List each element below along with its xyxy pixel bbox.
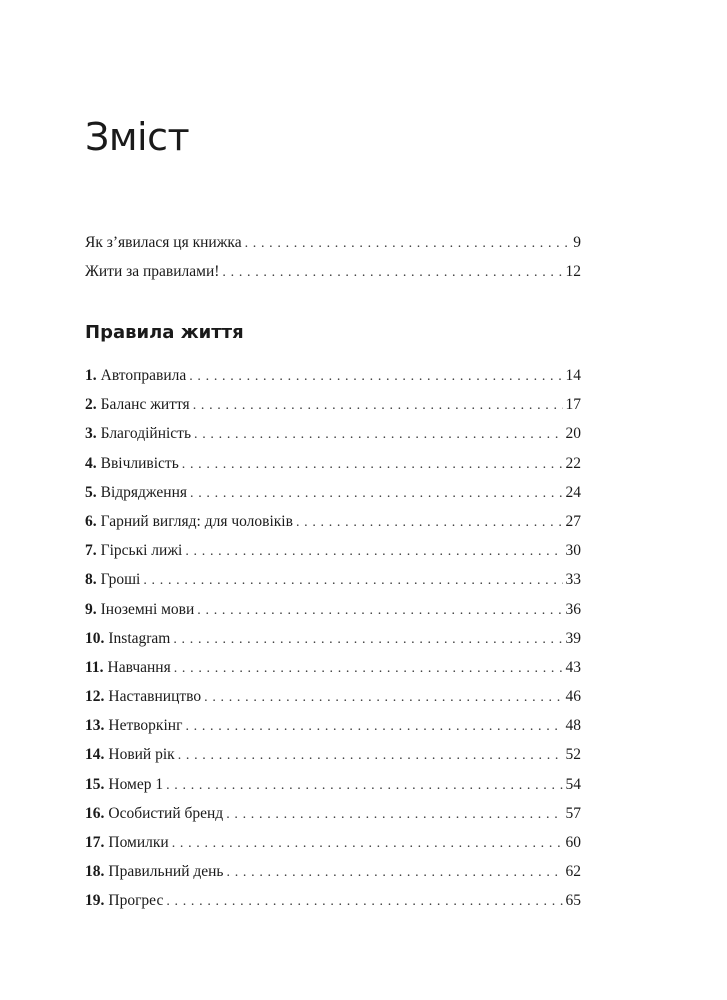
toc-entry-title: Як з’явилася ця книжка	[85, 234, 242, 251]
toc-entry[interactable]	[85, 361, 581, 390]
toc-entry-title: Номер 1	[108, 775, 164, 793]
toc-entry-number: 4.	[85, 454, 97, 472]
toc-entry-number: 15.	[85, 775, 105, 793]
dot-leader	[227, 858, 563, 887]
toc-entry-title: Прогрес	[108, 892, 164, 910]
dot-leader	[166, 887, 562, 916]
dot-leader	[185, 712, 562, 741]
toc-entry-page: 60	[565, 834, 581, 851]
toc-entry-page: 39	[565, 629, 581, 647]
toc-entry-number: 19.	[85, 892, 105, 910]
toc-entry-number: 6.	[85, 512, 97, 530]
toc-entry-title: Новий рік	[108, 746, 175, 764]
dot-leader	[182, 450, 563, 479]
toc-entry-number: 9.	[85, 600, 97, 618]
toc-entry[interactable]	[85, 740, 581, 769]
toc-entry-page: 17	[565, 396, 581, 414]
toc-entry[interactable]	[85, 507, 581, 536]
toc-entry-page: 9	[573, 234, 581, 251]
toc-entry[interactable]	[85, 419, 581, 448]
rules-list	[85, 361, 581, 916]
toc-entry-page: 20	[565, 425, 581, 443]
intro-list	[85, 228, 581, 286]
toc-entry-title: Гарний вигляд: для чоловіків	[100, 512, 293, 530]
toc-entry-number: 18.	[85, 863, 105, 881]
dot-leader	[189, 362, 562, 391]
toc-entry[interactable]	[85, 478, 581, 507]
dot-leader	[222, 258, 562, 287]
toc-entry-page: 22	[565, 454, 581, 472]
toc-entry[interactable]	[85, 257, 581, 286]
toc-entry-number: 2.	[85, 396, 97, 414]
toc-entry-title: Правильний день	[108, 863, 224, 881]
dot-leader	[204, 683, 562, 712]
toc-entry-page: 30	[565, 542, 581, 560]
toc-entry[interactable]	[85, 653, 581, 682]
toc-entry-page: 33	[565, 571, 581, 589]
toc-entry-number: 8.	[85, 571, 97, 589]
toc-entry-number: 13.	[85, 717, 105, 735]
toc-entry-number: 12.	[85, 688, 105, 706]
dot-leader	[197, 596, 562, 625]
dot-leader	[185, 537, 562, 566]
toc-entry-number: 17.	[85, 834, 105, 851]
toc-entry-number: 14.	[85, 746, 105, 764]
toc-entry-page: 54	[565, 775, 581, 793]
dot-leader	[190, 479, 562, 508]
toc-entry-number: 3.	[85, 425, 97, 443]
toc-entry-page: 14	[565, 367, 581, 384]
toc-entry-title: Жити за правилами!	[85, 263, 220, 281]
toc-entry-title: Іноземні мови	[100, 600, 195, 618]
toc-entry[interactable]	[85, 390, 581, 419]
toc-entry[interactable]	[85, 770, 581, 799]
toc-entry-number: 7.	[85, 542, 97, 560]
toc-entry[interactable]	[85, 711, 581, 740]
toc-entry-title: Нетворкінг	[108, 717, 183, 735]
toc-entry-number: 1.	[85, 367, 97, 384]
toc-entry[interactable]	[85, 449, 581, 478]
toc-entry-number: 10.	[85, 629, 105, 647]
toc-entry-title: Особистий бренд	[108, 804, 224, 822]
toc-entry-page: 65	[565, 892, 581, 910]
toc-entry-number: 11.	[85, 658, 104, 676]
toc-entry[interactable]	[85, 857, 581, 886]
toc-entry-page: 12	[565, 263, 581, 281]
toc-entry-title: Навчання	[107, 658, 171, 676]
toc-entry[interactable]	[85, 828, 581, 857]
toc-entry[interactable]	[85, 565, 581, 594]
toc-entry-title: Автоправила	[100, 367, 187, 384]
dot-leader	[174, 654, 563, 683]
dot-leader	[193, 391, 563, 420]
dot-leader	[194, 420, 562, 449]
toc-entry-page: 48	[565, 717, 581, 735]
toc-entry[interactable]	[85, 682, 581, 711]
page-title: Зміст	[85, 115, 190, 159]
toc-entry[interactable]	[85, 595, 581, 624]
dot-leader	[226, 800, 562, 829]
toc-entry-page: 52	[565, 746, 581, 764]
toc-entry-title: Благодійність	[100, 425, 192, 443]
toc-entry-page: 57	[565, 804, 581, 822]
toc-entry-title: Instagram	[108, 629, 171, 647]
dot-leader	[245, 229, 571, 258]
toc-entry-page: 24	[565, 483, 581, 501]
dot-leader	[178, 741, 563, 770]
dot-leader	[172, 829, 563, 858]
toc-entry[interactable]	[85, 624, 581, 653]
toc-entry-title: Гроші	[100, 571, 141, 589]
toc-entry-title: Гірські лижі	[100, 542, 183, 560]
toc-entry-title: Наставництво	[108, 688, 202, 706]
toc-entry-title: Відрядження	[100, 483, 188, 501]
dot-leader	[143, 566, 562, 595]
toc-entry[interactable]	[85, 536, 581, 565]
dot-leader	[296, 508, 563, 537]
dot-leader	[173, 625, 562, 654]
toc-entry-page: 43	[565, 658, 581, 676]
section-heading: Правила життя	[85, 322, 244, 343]
toc-entry-title: Баланс життя	[100, 396, 190, 414]
toc-entry[interactable]	[85, 228, 581, 257]
toc-entry-number: 16.	[85, 804, 105, 822]
toc-entry-page: 27	[565, 512, 581, 530]
toc-entry-page: 62	[565, 863, 581, 881]
dot-leader	[166, 771, 562, 800]
toc-entry[interactable]	[85, 886, 581, 915]
toc-entry-number: 5.	[85, 483, 97, 501]
toc-entry-page: 36	[565, 600, 581, 618]
toc-entry-title: Помилки	[108, 834, 169, 851]
toc-entry-page: 46	[565, 688, 581, 706]
toc-entry-title: Ввічливість	[100, 454, 179, 472]
toc-entry[interactable]	[85, 799, 581, 828]
